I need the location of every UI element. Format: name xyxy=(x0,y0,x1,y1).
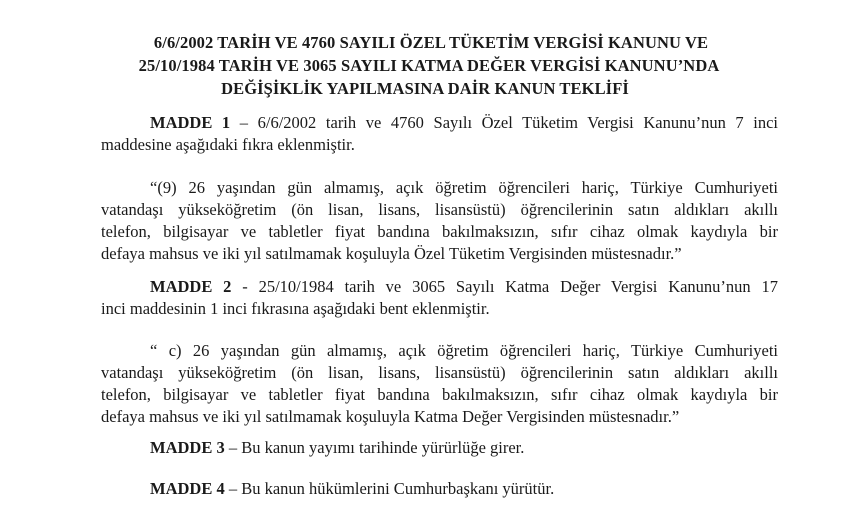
article-1-line-1 xyxy=(101,112,778,134)
title-line-3: DEĞİŞİKLİK YAPILMASINA DAİR KANUN TEKLİFİ xyxy=(221,79,629,98)
article-2-separator: - xyxy=(231,277,259,296)
article-1-separator: – xyxy=(230,113,258,132)
article-2 xyxy=(101,276,778,320)
article-1-label: MADDE 1 xyxy=(150,113,231,132)
article-2-quote-line-3: telefon, bilgisayar ve tabletler fiyat bandına bakılmaksızın, sıfır cihaz olmak kaydıyla bir xyxy=(101,385,778,404)
article-4-separator: – xyxy=(224,479,242,498)
document-title xyxy=(0,31,850,100)
article-2-quote-line-1: “ c) 26 yaşından gün almamış, açık öğretim öğrencileri hariç, Türkiye Cumhuriyeti xyxy=(150,341,778,360)
article-2-quote-line-2: vatandaşı yükseköğretim (ön lisan, lisans, lisansüstü) öğrencilerinin satın aldıkları akıllı xyxy=(101,363,778,382)
article-3-label: MADDE 3 xyxy=(150,438,225,457)
article-1-quote-line-2: vatandaşı yükseköğretim (ön lisan, lisans, lisansüstü) öğrencilerinin satın aldıkları akıllı xyxy=(101,200,778,219)
article-3-text: Bu kanun yayımı tarihinde yürürlüğe girer. xyxy=(241,438,525,457)
title-line-1: 6/6/2002 TARİH VE 4760 SAYILI ÖZEL TÜKETİM VERGİSİ KANUNU VE xyxy=(153,33,709,52)
article-3-separator: – xyxy=(224,438,242,457)
article-1-text-1: 6/6/2002 tarih ve 4760 Sayılı Özel Tüketim Vergisi Kanunu’nun 7 inci xyxy=(257,113,779,132)
article-2-quote-line-4: defaya mahsus ve iki yıl satılmamak koşuluyla Katma Değer Vergisinden müstesnadır.” xyxy=(101,407,680,426)
article-1-quote-line-1: “(9) 26 yaşından gün almamış, açık öğretim öğrencileri hariç, Türkiye Cumhuriyeti xyxy=(150,178,778,197)
article-1 xyxy=(101,112,778,156)
article-2-quote xyxy=(101,340,778,428)
article-3 xyxy=(150,437,524,459)
article-4 xyxy=(150,478,554,500)
article-2-line-2: inci maddesinin 1 inci fıkrasına aşağıdaki bent eklenmiştir. xyxy=(101,299,490,318)
article-1-quote xyxy=(101,177,778,265)
article-1-quote-line-3: telefon, bilgisayar ve tabletler fiyat bandına bakılmaksızın, sıfır cihaz olmak kaydıyla bir xyxy=(101,222,778,241)
article-2-label: MADDE 2 xyxy=(150,277,232,296)
article-1-line-2: maddesine aşağıdaki fıkra eklenmiştir. xyxy=(101,135,355,154)
article-1-quote-line-4: defaya mahsus ve iki yıl satılmamak koşuluyla Özel Tüketim Vergisinden müstesnadır.” xyxy=(101,244,682,263)
article-4-text: Bu kanun hükümlerini Cumhurbaşkanı yürütür. xyxy=(241,479,555,498)
article-2-line-1 xyxy=(101,276,778,298)
title-line-2: 25/10/1984 TARİH VE 3065 SAYILI KATMA DEĞER VERGİSİ KANUNU’NDA xyxy=(138,56,720,75)
article-4-label: MADDE 4 xyxy=(150,479,225,498)
article-2-text-1: 25/10/1984 tarih ve 3065 Sayılı Katma Değer Vergisi Kanunu’nun 17 xyxy=(258,277,779,296)
